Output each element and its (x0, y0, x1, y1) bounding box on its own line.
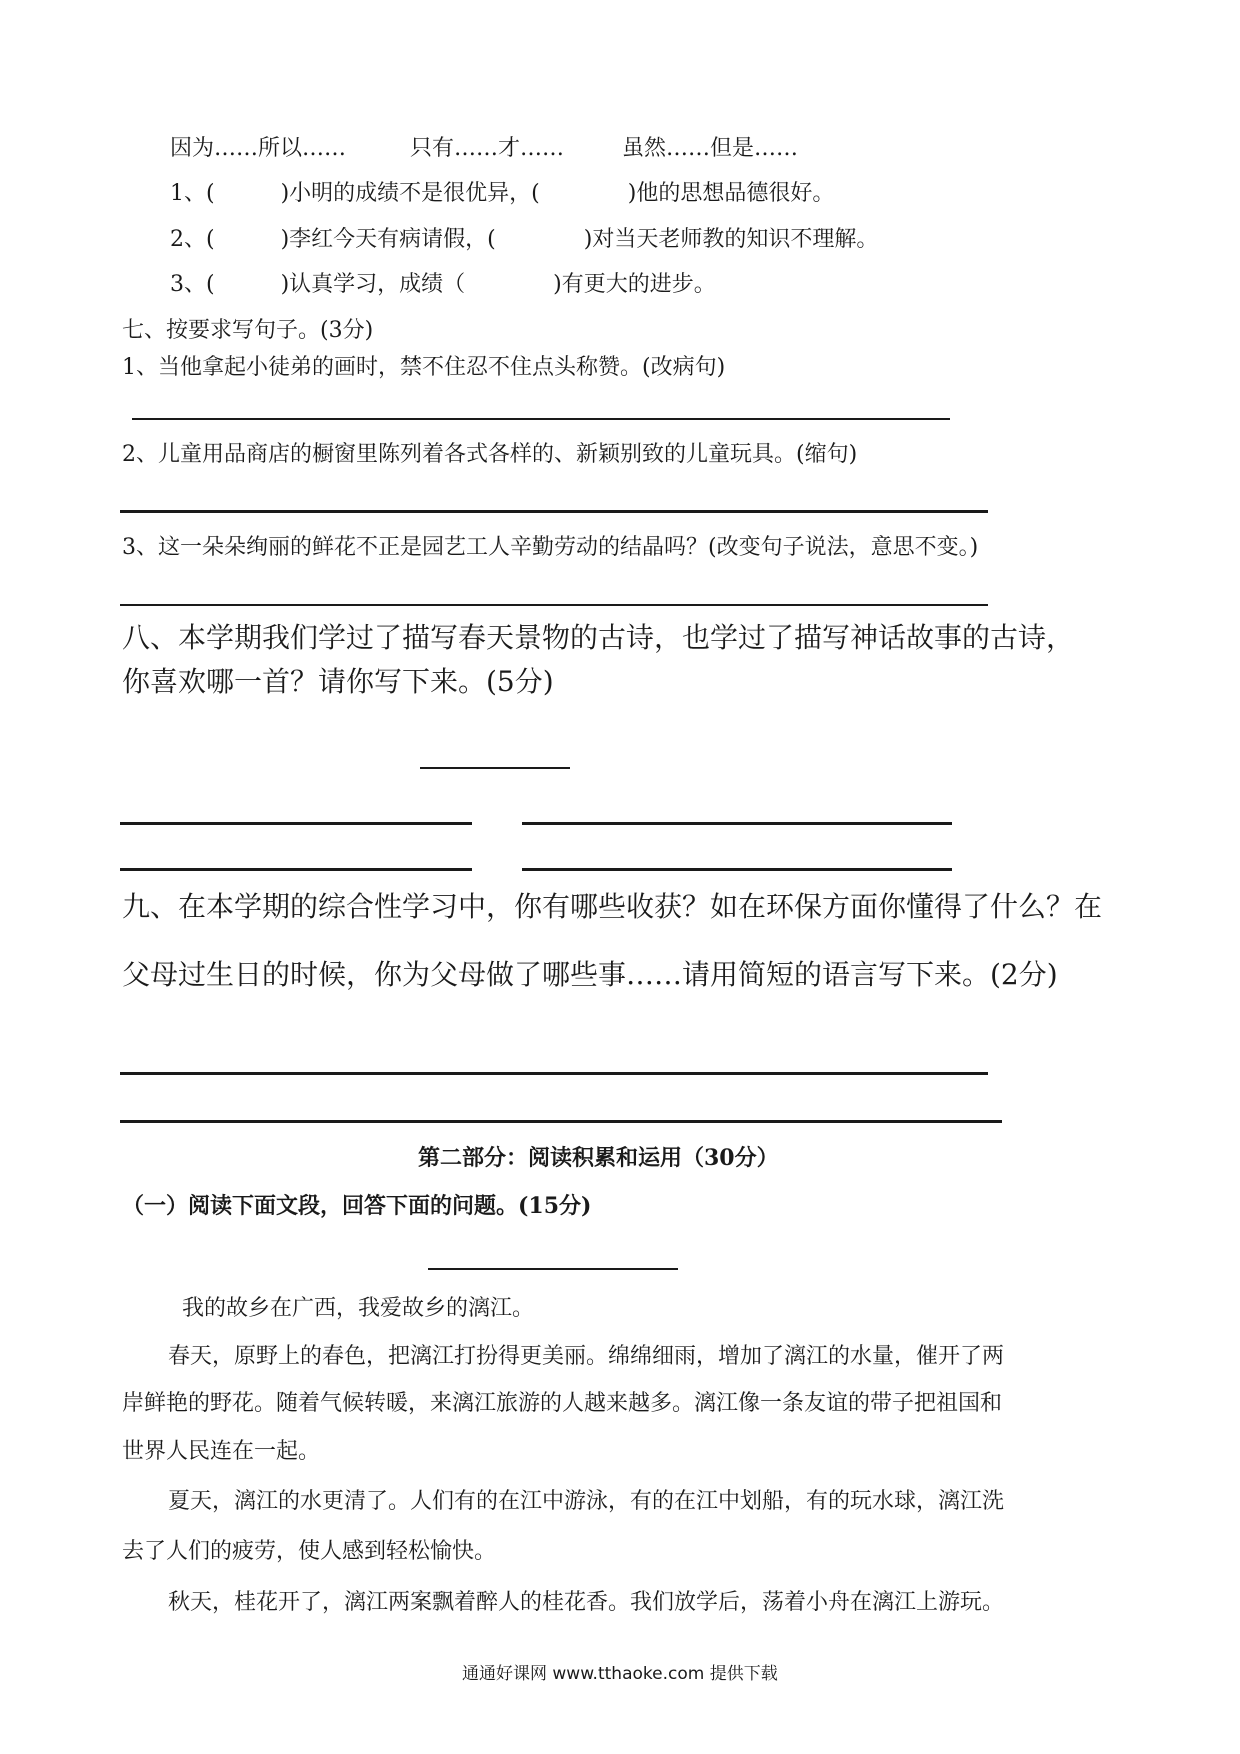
connective-1: 因为……所以…… (170, 136, 347, 161)
poem-line-1-right[interactable] (522, 822, 952, 825)
poem-line-1-left[interactable] (120, 822, 472, 825)
fill-item-1: 1、( )小明的成绩不是很优异，( )他的思想品德很好。 (170, 181, 835, 206)
poem-author-dash (420, 767, 570, 769)
answer-line-7-2[interactable] (120, 510, 988, 513)
poem-line-2-right[interactable] (522, 868, 952, 871)
section9-line-1: 九、在本学期的综合性学习中，你有哪些收获？如在环保方面你懂得了什么？在 (122, 890, 1103, 923)
answer-line-9-2[interactable] (120, 1120, 1002, 1123)
passage-line-3: 岸鲜艳的野花。随着气候转暖，来漓江旅游的人越来越多。漓江像一条友谊的带子把祖国和 (122, 1391, 1003, 1416)
fill-item-3: 3、( )认真学习，成绩（ )有更大的进步。 (170, 272, 716, 297)
section8-line-2: 你喜欢哪一首？请你写下来。(5分) (122, 665, 554, 698)
connective-3: 虽然……但是…… (622, 136, 799, 161)
passage-line-7: 秋天，桂花开了，漓江两案飘着醉人的桂花香。我们放学后，荡着小舟在漓江上游玩。 (168, 1590, 1005, 1615)
section8-line-1: 八、本学期我们学过了描写春天景物的古诗，也学过了描写神话故事的古诗， (122, 621, 1075, 654)
page-footer: 通通好课网 www.tthaoke.com 提供下载 (462, 1664, 778, 1684)
answer-line-9-1[interactable] (120, 1072, 988, 1075)
passage-line-5: 夏天，漓江的水更清了。人们有的在江中游泳，有的在江中划船，有的玩水球，漓江洗 (168, 1489, 1005, 1514)
part2-title: 第二部分：阅读积累和运用（30分） (418, 1145, 779, 1171)
section9-line-2: 父母过生日的时候，你为父母做了哪些事……请用简短的语言写下来。(2分) (122, 958, 1058, 991)
passage-line-2: 春天，原野上的春色，把漓江打扮得更美丽。绵绵细雨，增加了漓江的水量，催开了两 (168, 1344, 1005, 1369)
passage-line-1: 我的故乡在广西，我爱故乡的漓江。 (182, 1296, 535, 1321)
section7-item-3: 3、这一朵朵绚丽的鲜花不正是园艺工人辛勤劳动的结晶吗？(改变句子说法，意思不变。) (122, 535, 979, 560)
section7-item-2: 2、儿童用品商店的橱窗里陈列着各式各样的、新颖别致的儿童玩具。(缩句) (122, 442, 858, 467)
connective-2: 只有……才…… (410, 136, 565, 161)
answer-line-7-1[interactable] (132, 418, 950, 420)
section7-item-1: 1、当他拿起小徒弟的画时，禁不住忍不住点头称赞。(改病句) (122, 355, 726, 380)
passage-line-6: 去了人们的疲劳，使人感到轻松愉快。 (122, 1539, 497, 1564)
answer-line-7-3[interactable] (120, 604, 988, 606)
section7-heading: 七、按要求写句子。(3分) (122, 318, 374, 343)
fill-item-2: 2、( )李红今天有病请假，( )对当天老师教的知识不理解。 (170, 227, 879, 252)
passage-title-line[interactable] (428, 1268, 678, 1270)
poem-line-2-left[interactable] (120, 868, 472, 871)
passage-line-4: 世界人民连在一起。 (122, 1439, 321, 1464)
part2-subtitle: （一）阅读下面文段，回答下面的问题。(15分) (122, 1193, 592, 1219)
